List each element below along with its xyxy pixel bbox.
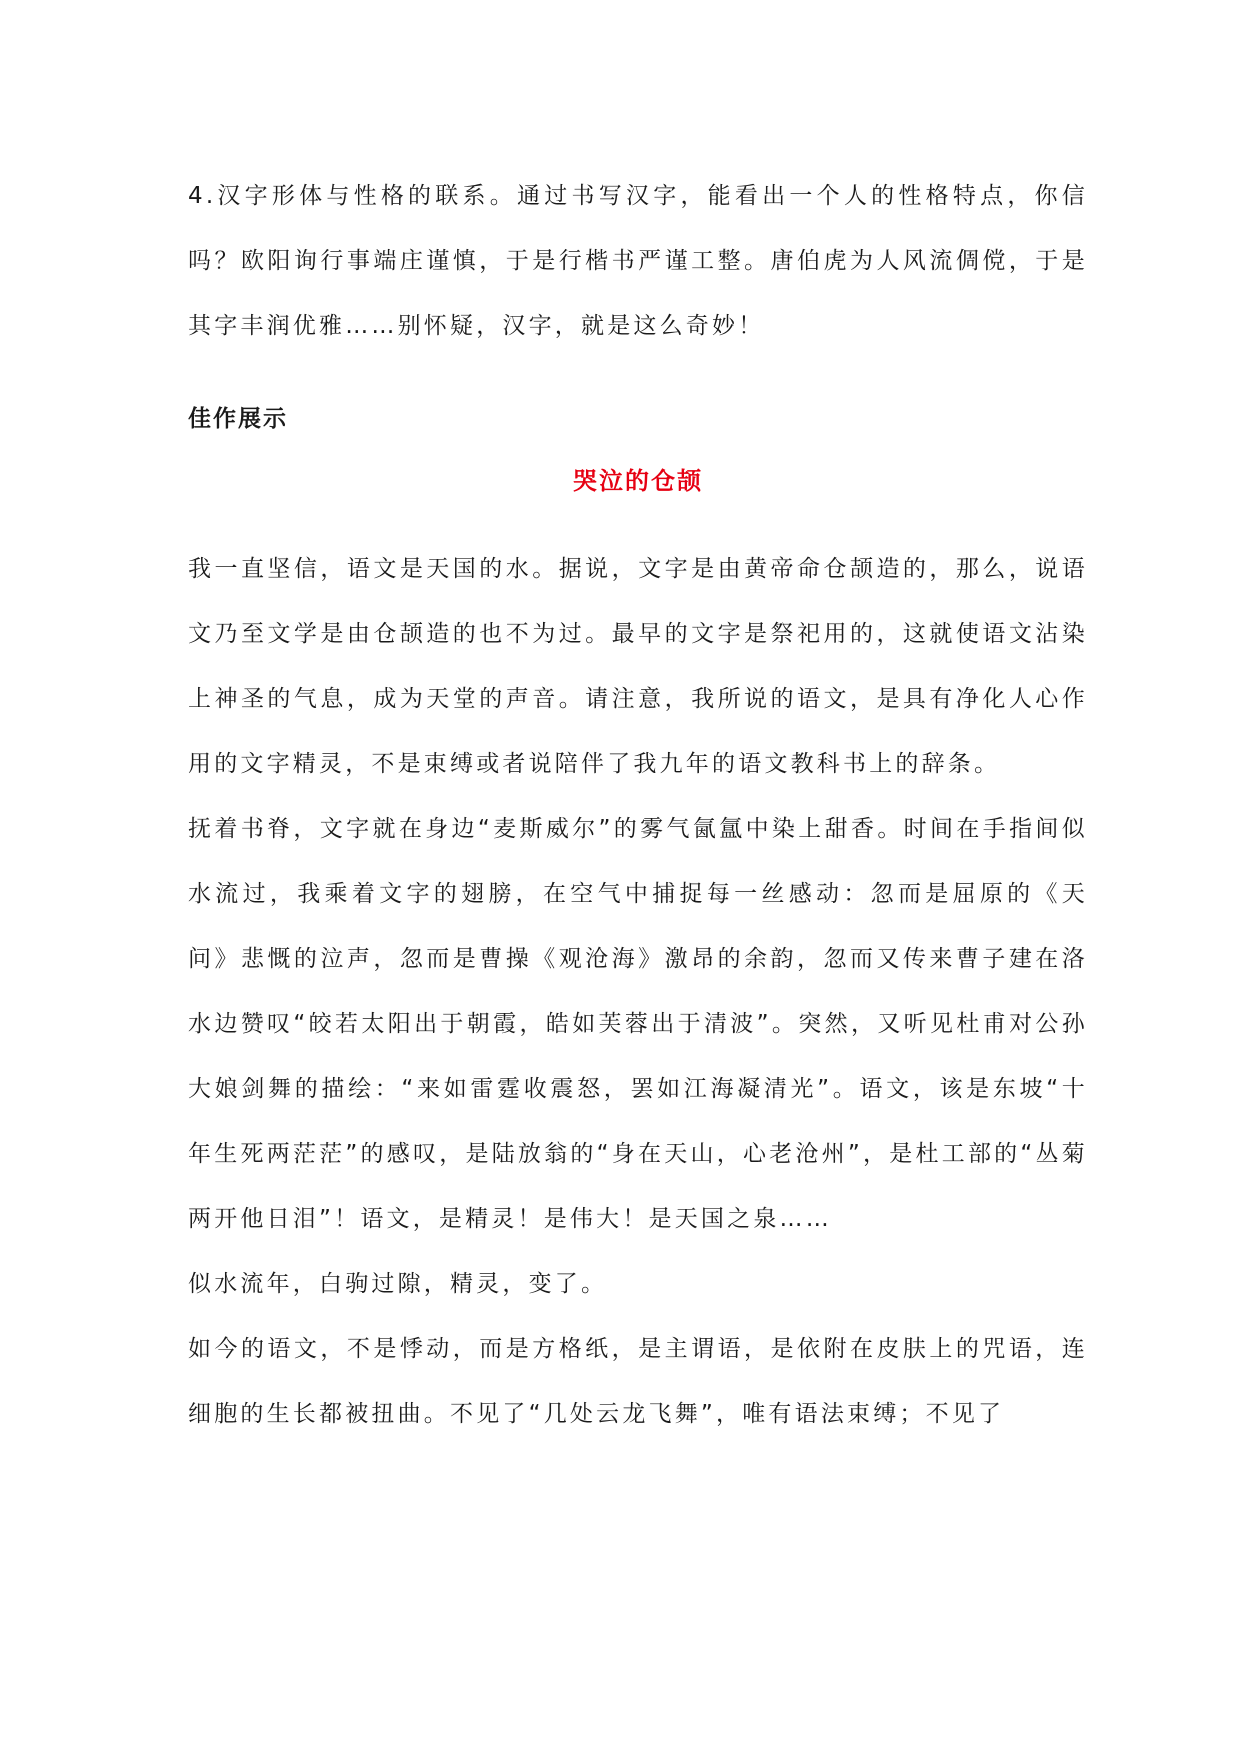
page-content <box>188 164 1088 1447</box>
essay-body <box>188 537 1088 1447</box>
essay-paragraph: 如今的语文，不是悸动，而是方格纸，是主谓语，是依附在皮肤上的咒语，连细胞的生长都被扭曲。不见了“几处云龙飞舞”，唯有语法束缚；不见了 <box>188 1336 1088 1427</box>
essay-paragraph: 我一直坚信，语文是天国的水。据说，文字是由黄帝命仓颉造的，那么，说语文乃至文学是由仓颉造的也不为过。最早的文字是祭祀用的，这就使语文沾染上神圣的气息，成为天堂的声音。请注意，我所说的语文，是具有净化人心作用的文字精灵，不是束缚或者说陪伴了我九年的语文教科书上的辞条。 <box>188 556 1088 777</box>
intro-paragraph: 4.汉字形体与性格的联系。通过书写汉字，能看出一个人的性格特点，你信吗？欧阳询行事端庄谨慎，于是行楷书严谨工整。唐伯虎为人风流倜傥，于是其字丰润优雅……别怀疑，汉字，就是这么奇妙！ <box>188 183 1088 339</box>
essay-title: 哭泣的仓颉 <box>573 467 703 495</box>
section-heading: 佳作展示 <box>188 406 288 432</box>
essay-paragraph: 抚着书脊，文字就在身边“麦斯威尔”的雾气氤氲中染上甜香。时间在手指间似水流过，我乘着文字的翅膀，在空气中捕捉每一丝感动：忽而是屈原的《天问》悲慨的泣声，忽而是曹操《观沧海》激昂的余韵，忽而又传来曹子建在洛水边赞叹“皎若太阳出于朝霞，皓如芙蓉出于清波”。突然，又听见杜甫对公孙大娘剑舞的描绘：“来如雷霆收震怒，罢如江海凝清光”。语文，该是东坡“十年生死两茫茫”的感叹，是陆放翁的“身在天山，心老沧州”，是杜工部的“丛菊两开他日泪”！语文，是精灵！是伟大！是天国之泉…… <box>188 816 1088 1232</box>
essay-paragraph: 似水流年，白驹过隙，精灵，变了。 <box>188 1271 608 1297</box>
